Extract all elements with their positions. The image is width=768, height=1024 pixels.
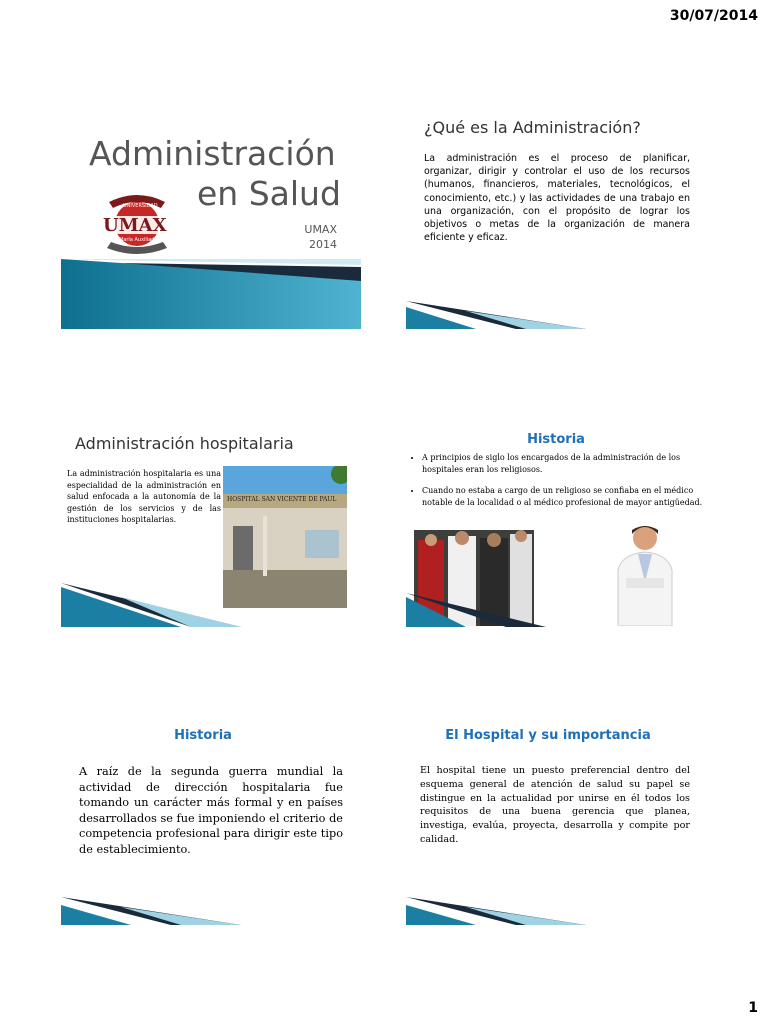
slide-decor-band: [406, 259, 706, 329]
subtitle: [293, 222, 337, 252]
bullet-list: [406, 452, 706, 508]
slide-body: La administración es el proceso de planificar, organizar, dirigir y controlar el uso de los recursos (humanos, financieros, materiales, tecnológicos, el conocimiento, etc.) y las actividades de una trabajo en una organización, con el propósito de lograr los objetivos o metas de la organización de manera eficiente y eficaz.: [424, 153, 690, 244]
slide-3: [61, 402, 361, 627]
slide-decor-band: [406, 855, 706, 925]
slide-decor-band: [61, 259, 361, 329]
slide-6: [406, 700, 706, 925]
slide-body: La administración hospitalaria es una especialidad de la administración en salud enfocada a la autonomía de la gestión de los servicios y de las instituciones hospitalarias.: [67, 469, 221, 524]
bullet-item: • Cuando no estaba a cargo de un religioso se confiaba en el médico notable de la localidad o al médico profesional de mayor antigüedad.: [422, 485, 706, 508]
subtitle-line-1: UMAX: [304, 223, 337, 236]
bullet-item: • A principios de siglo los encargados de la administración de los hospitales eran los religiosos.: [422, 452, 706, 475]
slide-title: El Hospital y su importancia: [445, 728, 651, 743]
slide-title: Historia: [174, 728, 232, 743]
slide-decor-band: [61, 557, 361, 627]
print-date: 30/07/2014: [669, 8, 758, 24]
logo-small-top: UNIVERSIDAD: [123, 203, 158, 209]
slide-4: [406, 402, 706, 627]
title-line-1: Administración: [89, 134, 336, 173]
slide-body: A raíz de la segunda guerra mundial la actividad de dirección hospitalaria fue tomando un carácter más formal y en países desarrollados se fue imponiendo el criterio de competencia profesional para dirigir este tipo de establecimiento.: [79, 765, 343, 856]
page-number: 1: [748, 1000, 758, 1016]
slide-5: [61, 700, 361, 925]
slide-title: ¿Qué es la Administración?: [424, 118, 641, 137]
photo-sign-text: HOSPITAL SAN VICENTE DE PAUL: [227, 496, 337, 503]
slide-2: [406, 104, 706, 329]
title-line-2: en Salud: [197, 174, 341, 213]
subtitle-line-2: 2014: [309, 238, 337, 251]
slide-decor-band: [406, 557, 706, 627]
umax-logo: [97, 186, 177, 262]
slide-title: Administración hospitalaria: [75, 434, 294, 453]
slide-1: [61, 104, 361, 329]
logo-text: UMAX: [103, 215, 167, 236]
slide-decor-band: [61, 855, 361, 925]
slide-body: El hospital tiene un puesto preferencial dentro del esquema general de atención de salud su papel se distingue en la actualidad por unirse en él todos los requisitos de una buena gerencia que planea, investiga, evalúa, proyecta, desarrolla y compite por calidad.: [420, 765, 690, 845]
slide-title: Historia: [527, 432, 585, 447]
logo-small-bottom: María Auxiliadora: [119, 237, 163, 243]
